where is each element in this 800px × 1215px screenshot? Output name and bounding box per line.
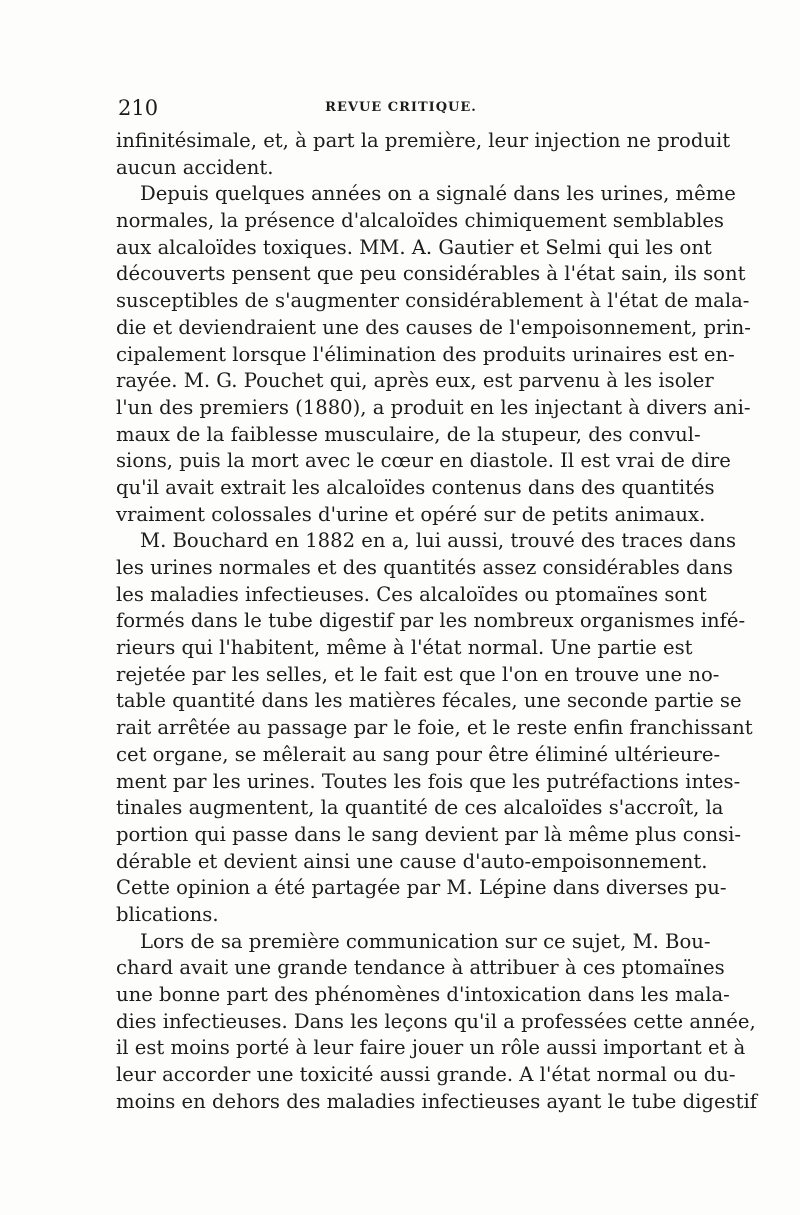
text-line: normales, la présence d'alcaloïdes chimiquement semblables bbox=[116, 209, 724, 233]
text-line: blications. bbox=[116, 902, 219, 926]
running-head bbox=[118, 96, 684, 126]
text-line: maux de la faiblesse musculaire, de la stupeur, des convul- bbox=[116, 422, 701, 446]
text-line: cipalement lorsque l'élimination des produits urinaires est en- bbox=[116, 342, 735, 366]
text-line: M. Bouchard en 1882 en a, lui aussi, trouvé des traces dans bbox=[140, 529, 737, 553]
text-line: cet organe, se mêlerait au sang pour être éliminé ultérieure- bbox=[116, 742, 721, 766]
text-line: une bonne part des phénomènes d'intoxication dans les mala- bbox=[116, 983, 730, 1006]
text-line: moins en dehors des maladies infectieuses ayant le tube digestif bbox=[116, 1089, 758, 1113]
running-title: REVUE CRITIQUE. bbox=[325, 100, 477, 115]
text-line: ment par les urines. Toutes les fois que les putréfactions intes- bbox=[116, 769, 741, 793]
text-line: rait arrêtée au passage par le foie, et le reste enfin franchissant bbox=[116, 716, 753, 740]
text-line: chard avait une grande tendance à attribuer à ces ptomaïnes bbox=[116, 956, 725, 980]
text-line: rieurs qui l'habitent, même à l'état normal. Une partie est bbox=[116, 636, 693, 660]
body-text bbox=[116, 128, 758, 1115]
text-line: portion qui passe dans le sang devient par là même plus consi- bbox=[116, 822, 742, 846]
text-line: Lors de sa première communication sur ce sujet, M. Bou- bbox=[140, 929, 711, 953]
text-line: table quantité dans les matières fécales, une seconde partie se bbox=[116, 689, 742, 713]
text-line: aucun accident. bbox=[116, 155, 274, 179]
text-line: Cette opinion a été partagée par M. Lépine dans diverses pu- bbox=[116, 876, 727, 900]
text-line: sions, puis la mort avec le cœur en diastole. Il est vrai de dire bbox=[116, 449, 731, 473]
text-line: Depuis quelques années on a signalé dans les urines, même bbox=[140, 182, 736, 206]
text-line: dies infectieuses. Dans les leçons qu'il a professées cette année, bbox=[116, 1009, 756, 1033]
text-line: rejetée par les selles, et le fait est que l'on en trouve une no- bbox=[116, 662, 720, 686]
text-line: tinales augmentent, la quantité de ces alcaloïdes s'accroît, la bbox=[116, 796, 724, 820]
text-line: les urines normales et des quantités assez considérables dans bbox=[116, 556, 733, 579]
text-line: vraiment colossales d'urine et opéré sur de petits animaux. bbox=[116, 502, 706, 526]
page-number: 210 bbox=[118, 96, 159, 120]
text-line: infinitésimale, et, à part la première, leur injection ne produit bbox=[116, 129, 731, 152]
text-line: découverts pensent que peu considérables à l'état sain, ils sont bbox=[116, 262, 746, 286]
text-line: il est moins porté à leur faire jouer un rôle aussi important et à bbox=[116, 1036, 746, 1060]
text-line: rayée. M. G. Pouchet qui, après eux, est parvenu à les isoler bbox=[116, 369, 714, 393]
text-line: susceptibles de s'augmenter considérablement à l'état de mala- bbox=[116, 289, 750, 313]
text-line: les maladies infectieuses. Ces alcaloïdes ou ptomaïnes sont bbox=[116, 582, 707, 606]
text-line: l'un des premiers (1880), a produit en les injectant à divers ani- bbox=[116, 395, 751, 419]
text-line: dérable et devient ainsi une cause d'auto-empoisonnement. bbox=[116, 849, 708, 873]
text-line: die et deviendraient une des causes de l'empoisonnement, prin- bbox=[116, 315, 751, 339]
text-line: leur accorder une toxicité aussi grande. A l'état normal ou du- bbox=[116, 1063, 736, 1087]
text-line: qu'il avait extrait les alcaloïdes contenus dans des quantités bbox=[116, 475, 715, 499]
text-line: aux alcaloïdes toxiques. MM. A. Gautier et Selmi qui les ont bbox=[116, 235, 712, 259]
text-line: formés dans le tube digestif par les nombreux organismes infé- bbox=[116, 609, 746, 633]
